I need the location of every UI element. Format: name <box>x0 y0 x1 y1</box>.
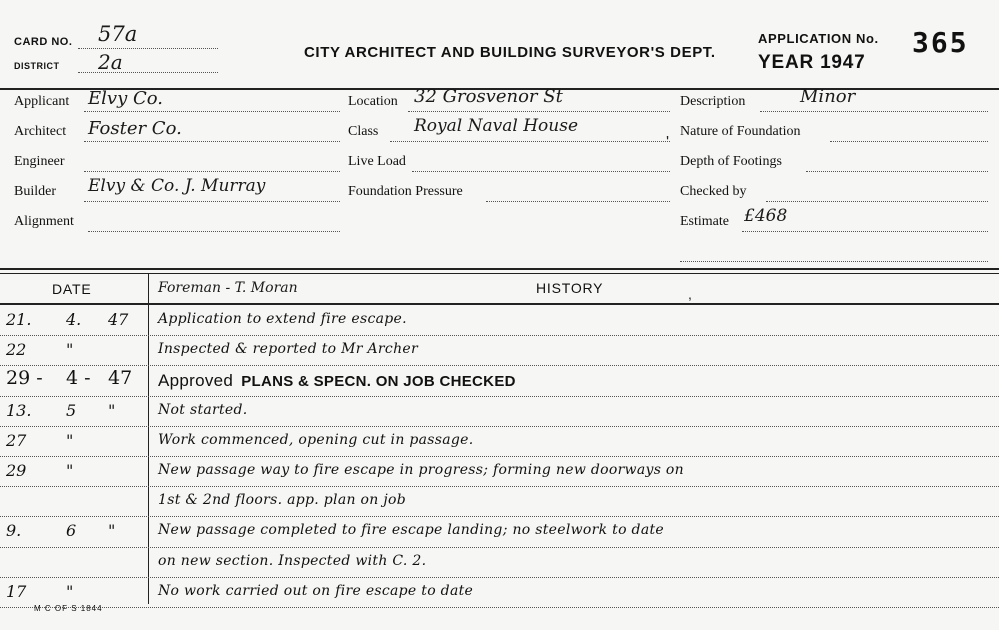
class-dots <box>390 141 670 142</box>
date-cell <box>0 517 148 547</box>
history-header-rule <box>0 303 999 305</box>
checked-by-label: Checked by <box>680 184 747 199</box>
date-day: 29 - <box>6 367 43 390</box>
engineer-label: Engineer <box>14 154 65 169</box>
table-row <box>0 457 999 487</box>
card-no-dots <box>78 48 218 49</box>
district-value: 2a <box>98 50 123 74</box>
table-row <box>0 336 999 366</box>
entry-text: Not started. <box>158 401 248 418</box>
form-code: M C OF S 1844 <box>34 604 103 613</box>
architect-label: Architect <box>14 124 67 139</box>
date-month: " <box>66 340 74 360</box>
date-year: 47 <box>108 367 133 390</box>
location-label: Location <box>348 94 398 109</box>
date-cell <box>0 487 148 517</box>
location-value: 32 Grosvenor St <box>414 86 563 107</box>
architect-dots <box>84 141 340 142</box>
estimate-dots <box>742 231 988 232</box>
ink-tick: , <box>688 286 692 302</box>
foreman-label: Foreman - T. Moran <box>158 280 298 296</box>
description-label: Description <box>680 94 746 109</box>
live-load-dots <box>412 171 670 172</box>
date-day: 22 <box>6 340 27 360</box>
applicant-dots <box>84 111 340 112</box>
year-label: YEAR 1947 <box>758 52 866 73</box>
application-label: APPLICATION No. <box>758 31 879 46</box>
history-entry <box>158 583 473 599</box>
entry-text: 1st & 2nd floors. app. plan on job <box>158 492 406 509</box>
date-year: " <box>108 521 116 541</box>
entry-text: on new section. Inspected with C. 2. <box>158 552 427 569</box>
builder-label: Builder <box>14 184 56 199</box>
date-day: 9. <box>6 521 22 541</box>
history-entry <box>158 371 516 391</box>
application-number: 365 <box>912 26 969 59</box>
history-entry <box>158 522 664 538</box>
live-load-label: Live Load <box>348 154 406 169</box>
history-entry <box>158 311 407 327</box>
estimate-label: Estimate <box>680 214 729 229</box>
description-value: Minor <box>800 86 856 107</box>
engineer-dots <box>84 171 340 172</box>
date-month: " <box>66 430 74 450</box>
entry-text: New passage way to fire escape in progress; forming new doorways on <box>158 462 684 478</box>
card-no-value: 57a <box>98 22 138 46</box>
entry-text: No work carried out on fire escape to date <box>158 582 474 599</box>
date-month: 4. <box>66 310 82 329</box>
date-cell <box>0 427 148 457</box>
table-row <box>0 397 999 427</box>
applicant-label: Applicant <box>14 94 70 109</box>
date-day: 17 <box>6 581 27 601</box>
date-month: 6 <box>66 521 77 541</box>
history-entry <box>158 432 474 448</box>
checked-by-dots <box>766 201 988 202</box>
history-entry <box>158 553 426 569</box>
nature-of-foundation-dots <box>830 141 988 142</box>
entry-text: Work commenced, opening cut in passage. <box>158 431 474 448</box>
depth-of-footings-label: Depth of Footings <box>680 154 782 169</box>
date-year: 47 <box>108 310 129 329</box>
estimate-value: £468 <box>744 206 788 226</box>
builder-dots <box>84 201 340 202</box>
foundation-pressure-label: Foundation Pressure <box>348 184 463 199</box>
extra-dots <box>680 261 988 262</box>
history-entry <box>158 492 406 508</box>
applicant-value: Elvy Co. <box>88 88 163 109</box>
description-dots <box>760 111 988 112</box>
entry-text: Inspected & reported to Mr Archer <box>158 341 418 358</box>
date-cell <box>0 457 148 487</box>
district-label: DISTRICT <box>14 61 60 71</box>
date-month: " <box>66 461 74 480</box>
table-row <box>0 487 999 517</box>
date-cell <box>0 548 148 578</box>
date-day: 29 <box>6 461 27 480</box>
entry-text: New passage completed to fire escape landing; no steelwork to date <box>158 522 664 539</box>
history-header: HISTORY <box>536 280 604 296</box>
date-header: DATE <box>52 281 92 297</box>
alignment-dots <box>88 231 340 232</box>
alignment-label: Alignment <box>14 214 74 229</box>
date-month: 4 - <box>66 367 91 390</box>
date-cell <box>0 397 148 427</box>
date-year: " <box>108 400 116 420</box>
history-top-rule-2 <box>0 273 999 274</box>
entry-text: Application to extend fire escape. <box>158 311 407 327</box>
department-title: CITY ARCHITECT AND BUILDING SURVEYOR'S DEPT. <box>304 44 716 61</box>
history-entry <box>158 402 248 418</box>
table-row <box>0 548 999 578</box>
table-row <box>0 427 999 457</box>
ink-mark: ' <box>666 134 670 151</box>
card-no-label: CARD NO. <box>14 36 73 48</box>
location-dots <box>408 111 670 112</box>
date-day: 27 <box>6 430 27 450</box>
builder-value: Elvy & Co. J. Murray <box>88 176 266 196</box>
history-top-rule <box>0 268 999 270</box>
entry-text: Approved <box>158 371 234 391</box>
approval-stamp: PLANS & SPECN. ON JOB CHECKED <box>241 373 516 391</box>
table-row <box>0 517 999 547</box>
date-cell <box>0 336 148 366</box>
table-row <box>0 306 999 336</box>
table-row <box>0 578 999 608</box>
history-entry <box>158 462 684 478</box>
nature-of-foundation-label: Nature of Foundation <box>680 124 801 139</box>
depth-of-footings-dots <box>806 171 988 172</box>
date-month: 5 <box>66 400 77 420</box>
class-value: Royal Naval House <box>414 116 578 136</box>
foundation-pressure-dots <box>486 201 670 202</box>
row-rule <box>0 607 999 608</box>
table-row <box>0 366 999 396</box>
architect-value: Foster Co. <box>88 118 182 139</box>
date-cell <box>0 366 148 396</box>
class-label: Class <box>348 124 379 139</box>
history-entry <box>158 341 418 357</box>
date-month: " <box>66 581 74 601</box>
date-day: 13. <box>6 400 32 420</box>
date-day: 21. <box>6 310 32 329</box>
date-cell <box>0 306 148 336</box>
